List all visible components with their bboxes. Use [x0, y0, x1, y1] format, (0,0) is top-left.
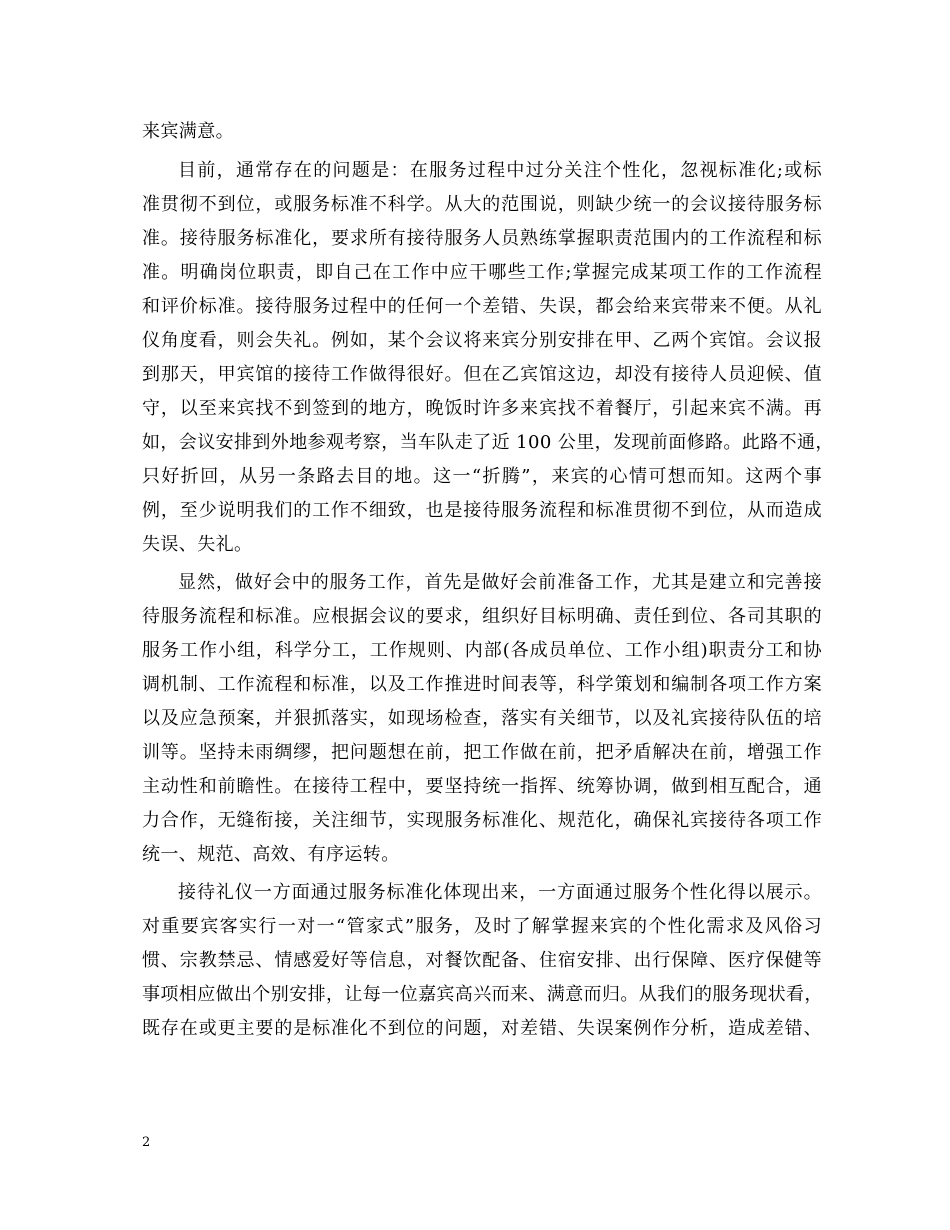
text-line: 来宾满意。	[142, 121, 234, 142]
text-line: 以及应急预案，并狠抓落实，如现场检查，落实有关细节，以及礼宾接待队伍的培	[142, 708, 822, 729]
text-line: 事项相应做出个别安排，让每一位嘉宾高兴而来、满意而归。从我们的服务现状看，	[142, 984, 823, 1005]
text-line: 准。明确岗位职责，即自己在工作中应干哪些工作;掌握完成某项工作的工作流程	[142, 262, 822, 283]
text-line: 既存在或更主要的是标准化不到位的问题，对差错、失误案例作分析，造成差错、	[142, 1018, 822, 1039]
text-line: 仪角度看，则会失礼。例如，某个会议将来宾分别安排在甲、乙两个宾馆。会议报	[142, 330, 822, 351]
text-line: 调机制、工作流程和标准，以及工作推进时间表等，科学策划和编制各项工作方案	[142, 674, 822, 695]
text-line: 和评价标准。接待服务过程中的任何一个差错、失误，都会给来宾带来不便。从礼	[142, 296, 822, 317]
text-line: 惯、宗教禁忌、情感爱好等信息，对餐饮配备、住宿安排、出行保障、医疗保健等	[142, 950, 822, 971]
text-line: 例，至少说明我们的工作不细致，也是接待服务流程和标准贯彻不到位，从而造成	[142, 500, 822, 521]
text-line: 对重要宾客实行一对一“管家式”服务，及时了解掌握来宾的个性化需求及风俗习	[142, 916, 822, 937]
text-line: 训等。坚持未雨绸缪，把问题想在前，把工作做在前，把矛盾解决在前，增强工作	[142, 742, 822, 763]
paragraph-first-line: 目前，通常存在的问题是：在服务过程中过分关注个性化，忽视标准化;或标	[178, 160, 822, 181]
text-line: 到那天，甲宾馆的接待工作做得很好。但在乙宾馆这边，却没有接待人员迎候、值	[142, 364, 822, 385]
text-line: 服务工作小组，科学分工，工作规则、内部(各成员单位、工作小组)职责分工和协	[142, 640, 822, 661]
paragraph-first-line: 显然，做好会中的服务工作，首先是做好会前准备工作，尤其是建立和完善接	[178, 572, 822, 593]
text-line: 待服务流程和标准。应根据会议的要求，组织好目标明确、责任到位、各司其职的	[142, 606, 822, 627]
text-line: 准。接待服务标准化，要求所有接待服务人员熟练掌握职责范围内的工作流程和标	[142, 228, 822, 249]
paragraph-first-line: 接待礼仪一方面通过服务标准化体现出来，一方面通过服务个性化得以展示。	[178, 882, 822, 903]
page-number: 2	[142, 1135, 151, 1150]
text-line: 只好折回，从另一条路去目的地。这一“折腾”，来宾的心情可想而知。这两个事	[142, 466, 822, 487]
text-line: 准贯彻不到位，或服务标准不科学。从大的范围说，则缺少统一的会议接待服务标	[142, 194, 822, 215]
text-line: 守，以至来宾找不到签到的地方，晚饭时许多来宾找不着餐厅，引起来宾不满。再	[142, 398, 822, 419]
text-line: 统一、规范、高效、有序运转。	[142, 844, 400, 865]
text-line: 主动性和前瞻性。在接待工程中，要坚持统一指挥、统筹协调，做到相互配合，通	[142, 776, 822, 797]
text-line: 力合作，无缝衔接，关注细节，实现服务标准化、规范化，确保礼宾接待各项工作	[142, 810, 822, 831]
text-line: 如，会议安排到外地参观考察，当车队走了近 100 公里，发现前面修路。此路不通，	[142, 432, 834, 453]
text-line: 失误、失礼。	[142, 534, 253, 555]
